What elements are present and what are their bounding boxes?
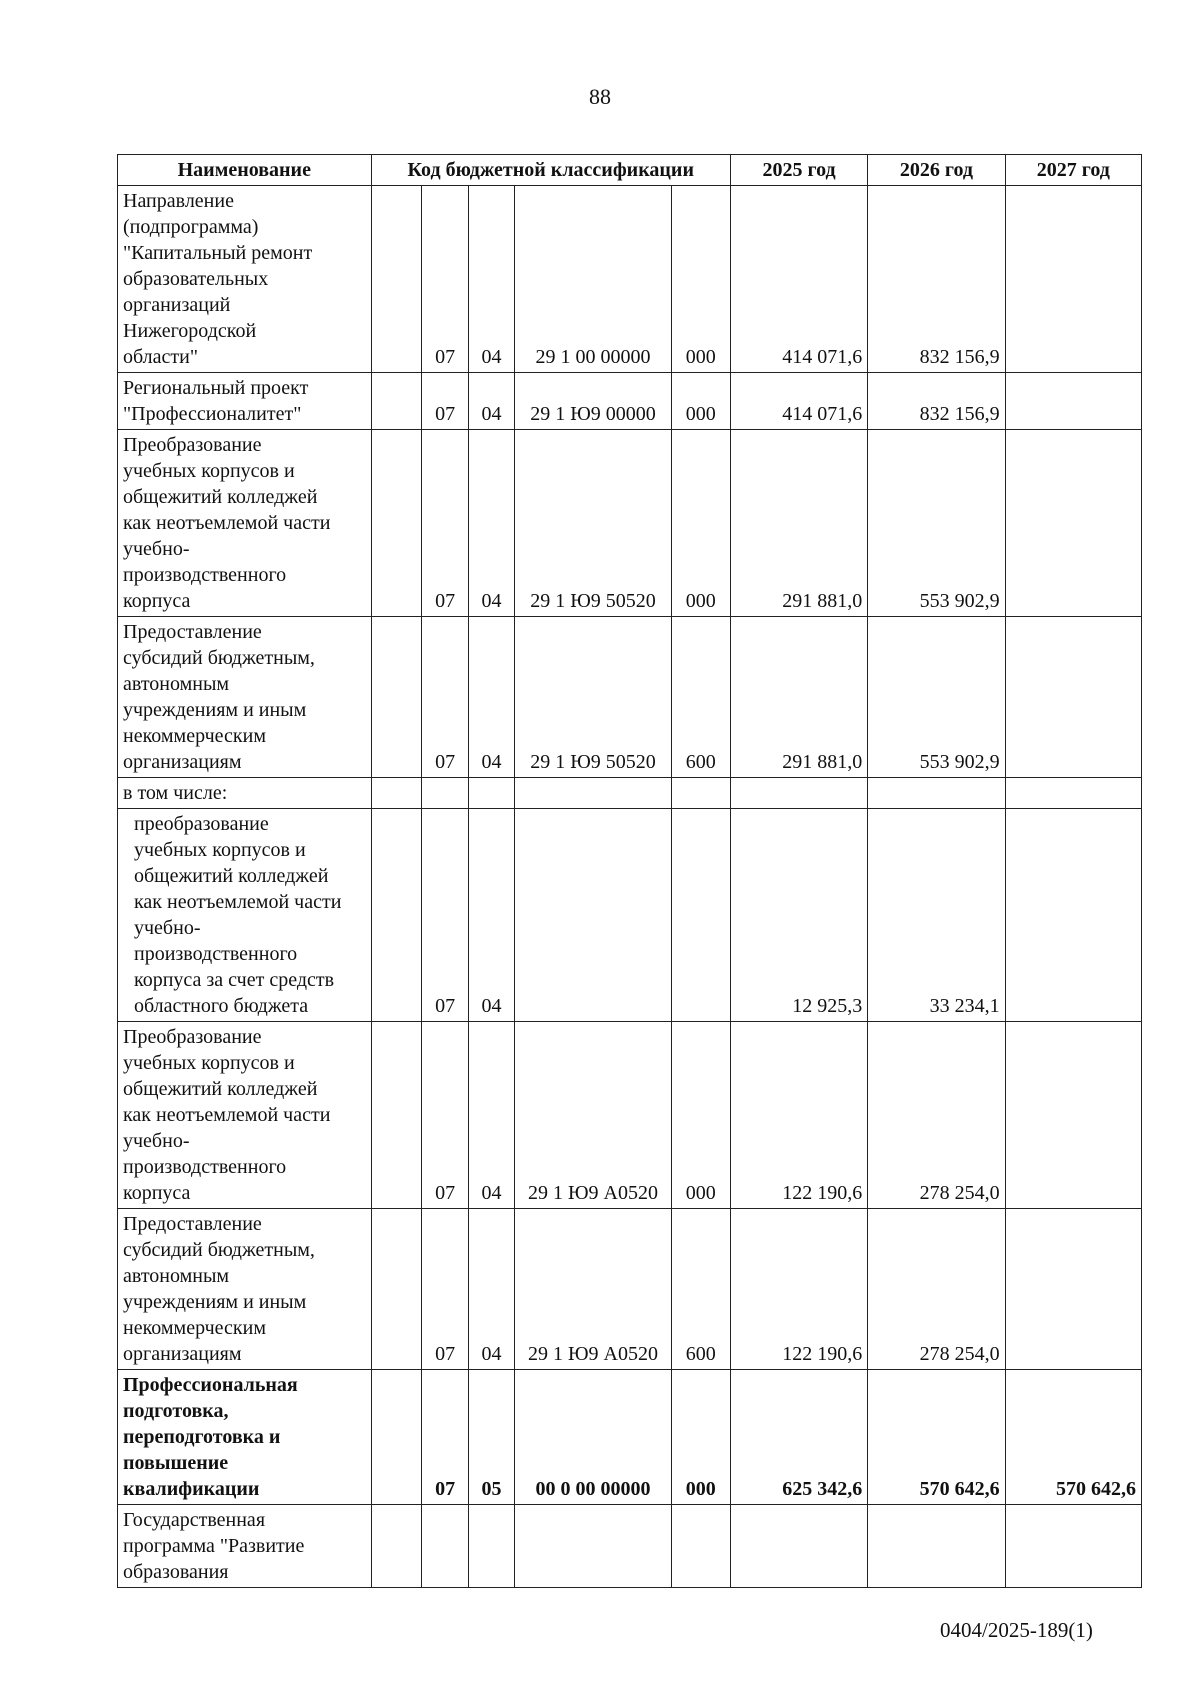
table-header-row xyxy=(118,155,1142,186)
table-row xyxy=(118,186,1142,373)
value-2026: 33 234,1 xyxy=(868,809,1005,1022)
code-col-1 xyxy=(371,373,422,430)
value-2027 xyxy=(1005,617,1141,778)
table-row xyxy=(118,430,1142,617)
value-2025 xyxy=(730,1505,867,1588)
value-2026: 553 902,9 xyxy=(868,430,1005,617)
code-target-article: 00 0 00 00000 xyxy=(515,1370,671,1505)
code-subsection: 04 xyxy=(468,809,514,1022)
row-name: в том числе: xyxy=(118,778,372,809)
code-section: 07 xyxy=(422,373,468,430)
table-row xyxy=(118,1505,1142,1588)
code-target-article: 29 1 Ю9 А0520 xyxy=(515,1022,671,1209)
code-expense-type: 000 xyxy=(671,1022,730,1209)
code-section: 07 xyxy=(422,430,468,617)
table-row xyxy=(118,1022,1142,1209)
code-subsection: 04 xyxy=(468,186,514,373)
code-section: 07 xyxy=(422,1370,468,1505)
table-row-bold xyxy=(118,1370,1142,1505)
value-2027 xyxy=(1005,1209,1141,1370)
code-col-1 xyxy=(371,809,422,1022)
code-section: 07 xyxy=(422,617,468,778)
code-target-article: 29 1 Ю9 50520 xyxy=(515,430,671,617)
value-2027: 570 642,6 xyxy=(1005,1370,1141,1505)
code-col-1 xyxy=(371,1209,422,1370)
page-number: 88 xyxy=(589,84,611,109)
code-col-1 xyxy=(371,186,422,373)
code-expense-type: 000 xyxy=(671,186,730,373)
value-2026: 832 156,9 xyxy=(868,186,1005,373)
code-col-1 xyxy=(371,1505,422,1588)
value-2026: 278 254,0 xyxy=(868,1209,1005,1370)
code-target-article xyxy=(515,809,671,1022)
value-2027 xyxy=(1005,373,1141,430)
code-section xyxy=(422,778,468,809)
row-name: преобразование учебных корпусов и общежитий колледжей как неотъемлемой части учебно- производственного корпуса за счет средств областного бюджета xyxy=(118,809,372,1022)
table-row xyxy=(118,1209,1142,1370)
value-2027 xyxy=(1005,430,1141,617)
value-2025: 122 190,6 xyxy=(730,1022,867,1209)
value-2026 xyxy=(868,778,1005,809)
row-name: Государственная программа "Развитие образования xyxy=(118,1505,372,1588)
code-expense-type xyxy=(671,809,730,1022)
code-col-1 xyxy=(371,1022,422,1209)
header-2026: 2026 год xyxy=(868,155,1005,186)
table-row xyxy=(118,617,1142,778)
row-name: Профессиональная подготовка, переподготовка и повышение квалификации xyxy=(118,1370,372,1505)
code-subsection xyxy=(468,778,514,809)
value-2025: 625 342,6 xyxy=(730,1370,867,1505)
budget-table xyxy=(117,154,1142,1588)
value-2025: 291 881,0 xyxy=(730,617,867,778)
header-2025: 2025 год xyxy=(730,155,867,186)
row-name: Предоставление субсидий бюджетным, автономным учреждениям и иным некоммерческим организациям xyxy=(118,1209,372,1370)
row-name: Направление (подпрограмма) "Капитальный ремонт образовательных организаций Нижегородской области" xyxy=(118,186,372,373)
code-target-article: 29 1 Ю9 50520 xyxy=(515,617,671,778)
row-name: Преобразование учебных корпусов и общежитий колледжей как неотъемлемой части учебно- производственного корпуса xyxy=(118,1022,372,1209)
value-2025: 122 190,6 xyxy=(730,1209,867,1370)
code-col-1 xyxy=(371,430,422,617)
code-expense-type: 600 xyxy=(671,1209,730,1370)
code-expense-type: 000 xyxy=(671,373,730,430)
value-2026: 553 902,9 xyxy=(868,617,1005,778)
code-subsection: 05 xyxy=(468,1370,514,1505)
code-col-1 xyxy=(371,617,422,778)
code-subsection: 04 xyxy=(468,1022,514,1209)
code-target-article xyxy=(515,778,671,809)
code-col-1 xyxy=(371,1370,422,1505)
row-name: Преобразование учебных корпусов и общежитий колледжей как неотъемлемой части учебно- производственного корпуса xyxy=(118,430,372,617)
code-expense-type xyxy=(671,778,730,809)
code-subsection: 04 xyxy=(468,1209,514,1370)
code-section xyxy=(422,1505,468,1588)
value-2025: 414 071,6 xyxy=(730,373,867,430)
code-section: 07 xyxy=(422,1209,468,1370)
table-row xyxy=(118,809,1142,1022)
code-col-1 xyxy=(371,778,422,809)
code-subsection: 04 xyxy=(468,617,514,778)
value-2027 xyxy=(1005,1022,1141,1209)
code-subsection: 04 xyxy=(468,430,514,617)
code-section: 07 xyxy=(422,186,468,373)
value-2027 xyxy=(1005,778,1141,809)
code-subsection xyxy=(468,1505,514,1588)
document-code: 0404/2025-189(1) xyxy=(940,1618,1093,1642)
code-expense-type xyxy=(671,1505,730,1588)
code-target-article: 29 1 00 00000 xyxy=(515,186,671,373)
value-2026: 570 642,6 xyxy=(868,1370,1005,1505)
code-subsection: 04 xyxy=(468,373,514,430)
row-name: Предоставление субсидий бюджетным, автономным учреждениям и иным некоммерческим организациям xyxy=(118,617,372,778)
header-2027: 2027 год xyxy=(1005,155,1141,186)
code-target-article: 29 1 Ю9 А0520 xyxy=(515,1209,671,1370)
code-expense-type: 000 xyxy=(671,1370,730,1505)
value-2025: 291 881,0 xyxy=(730,430,867,617)
value-2026: 278 254,0 xyxy=(868,1022,1005,1209)
table-row xyxy=(118,778,1142,809)
table-row xyxy=(118,373,1142,430)
code-expense-type: 600 xyxy=(671,617,730,778)
value-2026: 832 156,9 xyxy=(868,373,1005,430)
value-2025: 414 071,6 xyxy=(730,186,867,373)
code-target-article: 29 1 Ю9 00000 xyxy=(515,373,671,430)
value-2027 xyxy=(1005,1505,1141,1588)
value-2026 xyxy=(868,1505,1005,1588)
code-expense-type: 000 xyxy=(671,430,730,617)
row-name: Региональный проект "Профессионалитет" xyxy=(118,373,372,430)
header-name: Наименование xyxy=(118,155,372,186)
value-2027 xyxy=(1005,186,1141,373)
header-code: Код бюджетной классификации xyxy=(371,155,730,186)
value-2025: 12 925,3 xyxy=(730,809,867,1022)
code-section: 07 xyxy=(422,809,468,1022)
code-section: 07 xyxy=(422,1022,468,1209)
value-2025 xyxy=(730,778,867,809)
value-2027 xyxy=(1005,809,1141,1022)
code-target-article xyxy=(515,1505,671,1588)
